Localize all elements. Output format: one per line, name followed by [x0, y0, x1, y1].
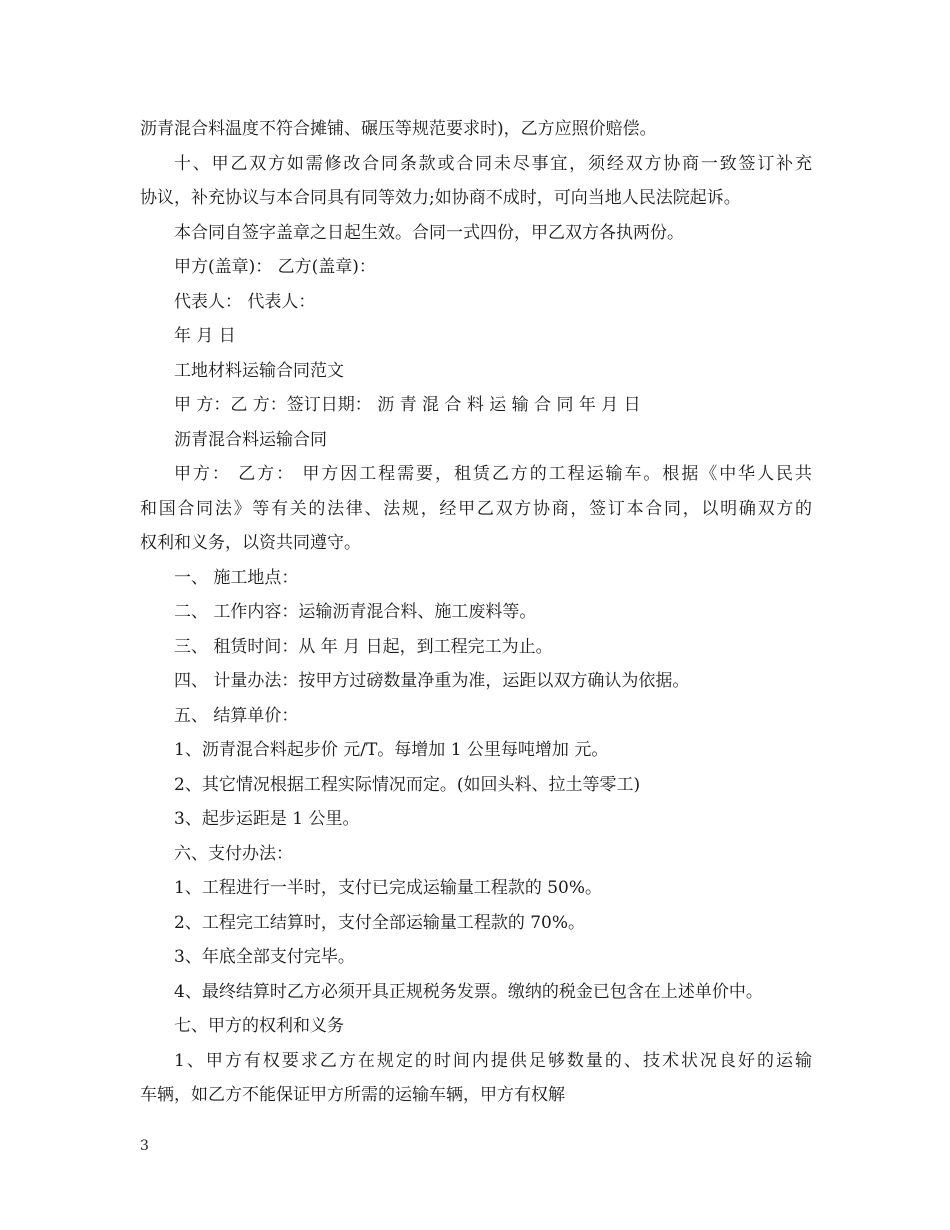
text-line: 甲方： 乙方： 甲方因工程需要，租赁乙方的工程运输车。根据《中华人民共	[174, 464, 812, 484]
text-line: 3、年底全部支付完毕。	[174, 947, 355, 967]
text-line: 甲方(盖章)： 乙方(盖章)：	[174, 257, 376, 277]
text-line: 权利和义务，以资共同遵守。	[140, 533, 361, 553]
text-line: 一、 施工地点：	[174, 567, 299, 588]
text-line: 甲 方：乙 方：签订日期： 沥 青 混 合 料 运 输 合 同 年 月 日	[174, 395, 641, 415]
text-line: 4、最终结算时乙方必须开具正规税务发票。缴纳的税金已包含在上述单价中。	[174, 981, 763, 1002]
text-line: 车辆，如乙方不能保证甲方所需的运输车辆，甲方有权解	[140, 1085, 565, 1105]
text-line: 代表人： 代表人：	[174, 291, 316, 312]
document-body	[140, 112, 812, 1113]
text-line: 二、 工作内容：运输沥青混合料、施工废料等。	[174, 602, 537, 622]
text-line: 沥青混合料运输合同	[174, 429, 327, 450]
text-line: 沥青混合料温度不符合摊铺、碾压等规范要求时)，乙方应照价赔偿。	[140, 119, 657, 139]
text-line: 本合同自签字盖章之日起生效。合同一式四份，甲乙双方各执两份。	[174, 222, 684, 243]
text-line: 十、甲乙双方如需修改合同条款或合同未尽事宜，须经双方协商一致签订补充	[174, 153, 812, 174]
text-line: 三、 租赁时间：从 年 月 日起，到工程完工为止。	[174, 636, 553, 657]
text-line: 2、其它情况根据工程实际情况而定。(如回头料、拉土等零工)	[174, 774, 641, 795]
page-number: 3	[140, 1138, 149, 1154]
text-line: 1、沥青混合料起步价 元/T。每增加 1 公里每吨增加 元。	[174, 740, 609, 760]
text-line: 工地材料运输合同范文	[174, 360, 344, 381]
text-line: 1、甲方有权要求乙方在规定的时间内提供足够数量的、技术状况良好的运输	[174, 1050, 812, 1071]
text-line: 五、 结算单价：	[174, 705, 299, 726]
text-line: 1、工程进行一半时，支付已完成运输量工程款的 50%。	[174, 878, 603, 898]
text-line: 2、工程完工结算时，支付全部运输量工程款的 70%。	[174, 912, 586, 933]
text-line: 七、甲方的权利和义务	[174, 1016, 344, 1036]
text-line: 协议，补充协议与本合同具有同等效力;如协商不成时，可向当地人民法院起诉。	[140, 188, 741, 208]
text-line: 四、 计量办法：按甲方过磅数量净重为准，运距以双方确认为依据。	[174, 671, 690, 691]
text-line: 3、起步运距是 1 公里。	[174, 809, 360, 829]
text-line: 和国合同法》等有关的法律、法规，经甲乙双方协商，签订本合同，以明确双方的	[140, 498, 812, 519]
text-line: 六、支付办法：	[174, 843, 293, 864]
text-line: 年 月 日	[174, 326, 236, 346]
